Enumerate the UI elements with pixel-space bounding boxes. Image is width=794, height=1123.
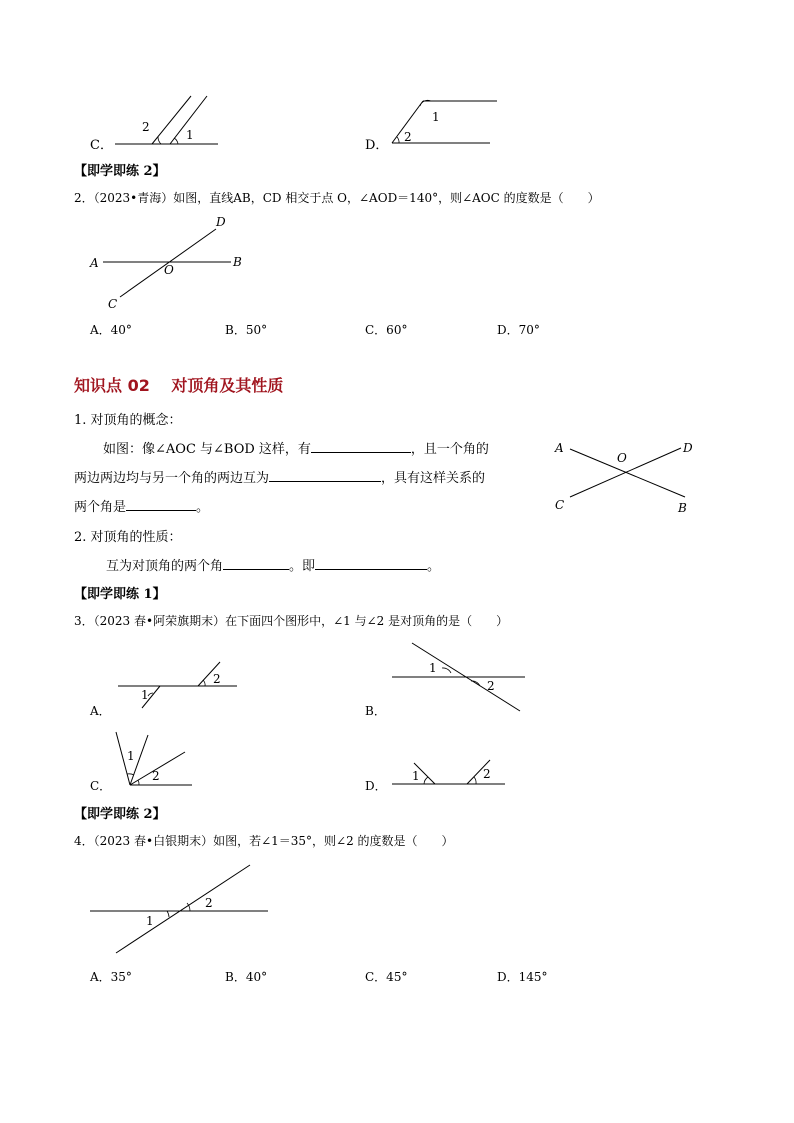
concept-line2-a: 两边两边均与另一个角的两边互为	[74, 471, 270, 486]
top-d-angle2: 2	[404, 130, 412, 144]
concept-line1-b: ，且一个角的	[410, 442, 489, 457]
q3d-angle2: 2	[483, 767, 491, 781]
question-3-text: 3．（2023 春•阿荣旗期末）在下面四个图形中，∠1 与∠2 是对顶角的是（ ）	[74, 614, 509, 628]
q3d-angle1: 1	[412, 769, 420, 783]
q3-option-a: A．	[90, 704, 111, 718]
q3a-angle2: 2	[213, 672, 221, 686]
top-c-angle1: 1	[186, 128, 194, 142]
section-title: 知识点 02 对顶角及其性质	[74, 376, 284, 395]
concept-line1-a: 如图：像∠AOC 与∠BOD 这样，有	[103, 442, 311, 457]
concept-item2-title: 2. 对顶角的性质：	[74, 530, 182, 545]
q4-angle2: 2	[205, 896, 213, 910]
q4-option-a: A．35°	[90, 970, 132, 984]
top-c-angle2: 2	[142, 120, 150, 134]
q3b-angle1: 1	[429, 661, 437, 675]
concept-item1-title: 1. 对顶角的概念：	[74, 413, 182, 428]
q3b-angle2: 2	[487, 679, 495, 693]
practice-heading: 【即学即练 2】	[74, 164, 166, 179]
q3a-angle1: 1	[141, 688, 149, 702]
q3-option-c: C．	[90, 779, 112, 793]
concept-line3-b: 。	[196, 500, 210, 515]
q3c-angle2: 2	[152, 769, 160, 783]
question-2-text: 2．（2023•青海）如图，直线AB，CD 相交于点 O，∠AOD＝140°，则∠AOC 的度数是（ ）	[74, 191, 600, 205]
q4-option-c: C．45°	[365, 970, 408, 984]
q2-label-o: O	[164, 263, 174, 277]
q2-option-a: A．40°	[90, 323, 132, 337]
concept-label-o: O	[617, 451, 627, 465]
q3-option-d: D．	[365, 779, 387, 793]
practice2-heading: 【即学即练 2】	[74, 807, 166, 822]
q2-option-d: D．70°	[497, 323, 540, 337]
concept-line3-a: 两个角是	[74, 500, 127, 515]
q4-option-d: D．145°	[497, 970, 548, 984]
q4-option-b: B．40°	[225, 970, 268, 984]
q4-angle1: 1	[146, 914, 154, 928]
practice1-heading: 【即学即练 1】	[74, 587, 166, 602]
q2-label-d: D	[216, 215, 226, 229]
q2-option-b: B．50°	[225, 323, 268, 337]
question-4-text: 4．（2023 春•白银期末）如图，若∠1＝35°，则∠2 的度数是（ ）	[74, 834, 454, 848]
option-c-label: C．	[90, 138, 113, 153]
q3c-angle1: 1	[127, 749, 135, 763]
concept-line2-b: ，具有这样关系的	[381, 471, 486, 486]
q2-option-c: C．60°	[365, 323, 408, 337]
q2-label-c: C	[108, 297, 118, 311]
concept-label-a: A	[555, 441, 564, 455]
concept-prop-c: 。	[427, 559, 441, 574]
q3-option-b: B．	[365, 704, 386, 718]
top-d-angle1: 1	[432, 110, 440, 124]
concept-prop-b: 。即	[289, 559, 316, 574]
concept-label-c: C	[555, 498, 565, 512]
concept-label-d: D	[683, 441, 693, 455]
concept-prop-a: 互为对顶角的两个角	[106, 559, 224, 574]
option-d-label: D．	[365, 138, 389, 153]
q2-label-b: B	[233, 255, 242, 269]
concept-label-b: B	[678, 501, 687, 515]
q2-label-a: A	[90, 256, 99, 270]
